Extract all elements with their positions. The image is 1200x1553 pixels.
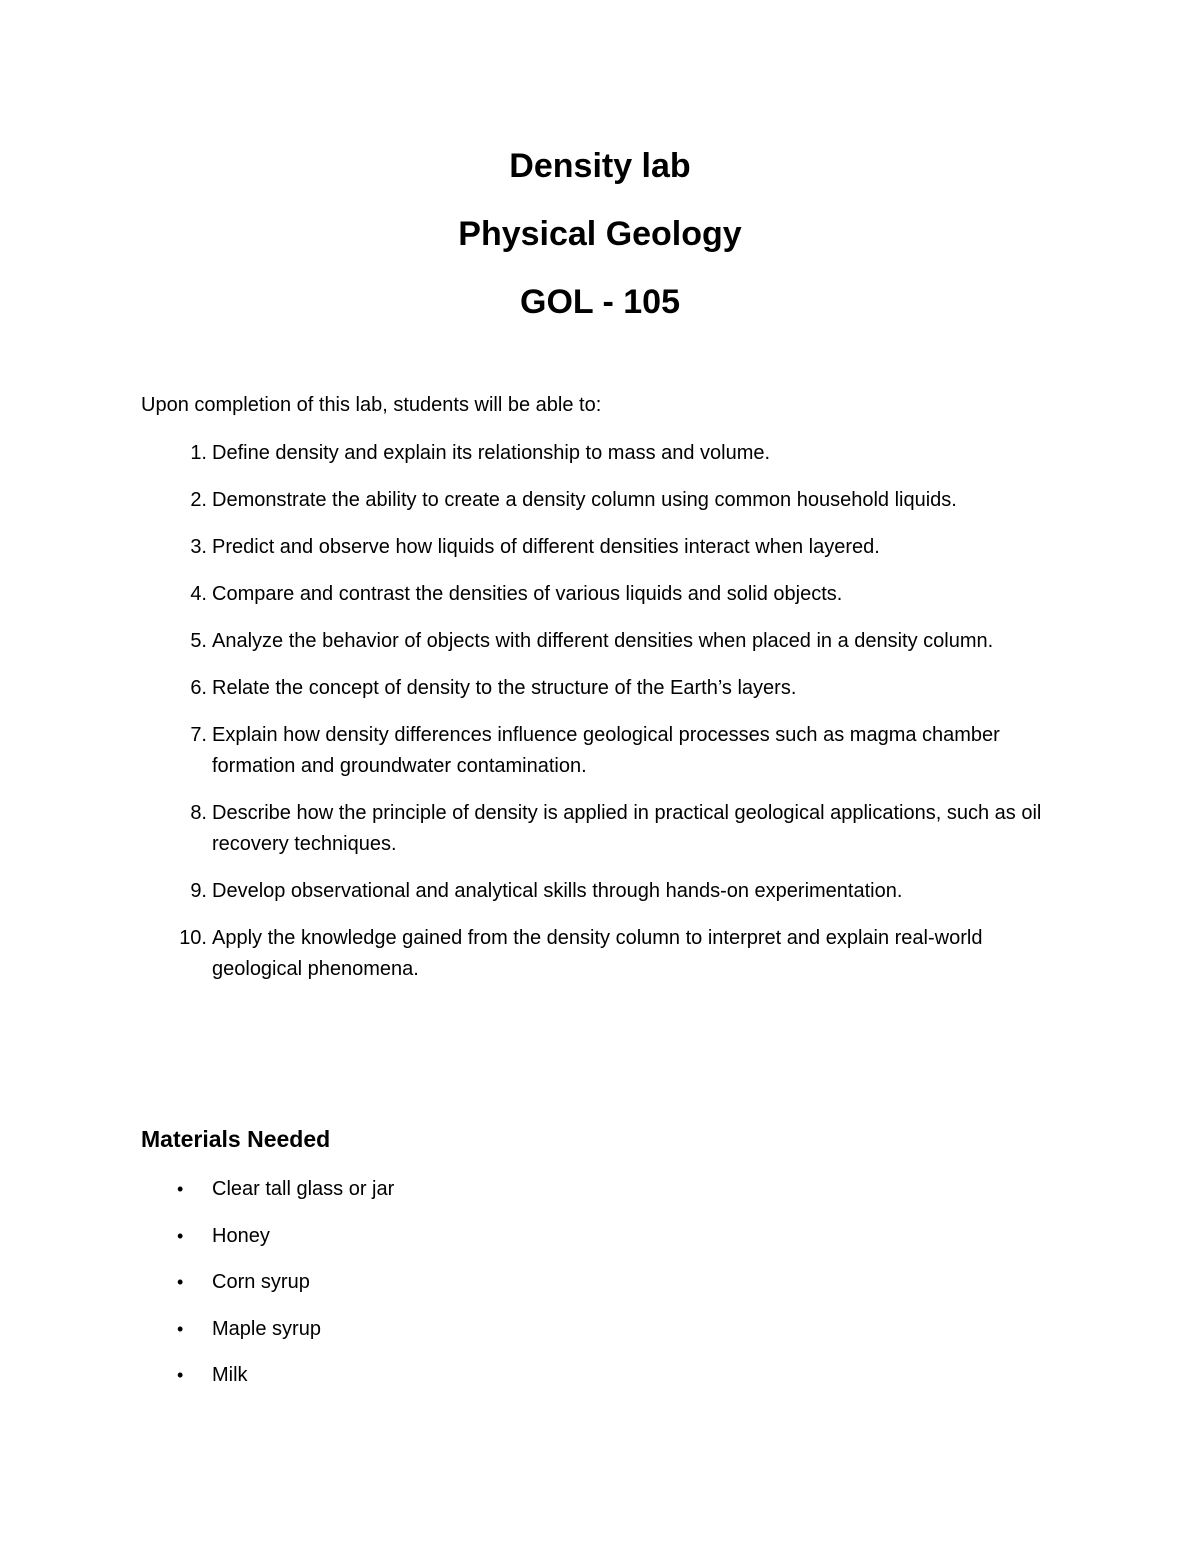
objectives-intro: Upon completion of this lab, students will be able to: bbox=[141, 394, 602, 416]
objective-item bbox=[141, 438, 1071, 469]
objective-number: 1. bbox=[190, 442, 207, 464]
objective-number: 9. bbox=[190, 880, 207, 902]
objective-text: Develop observational and analytical skills through hands-on experimentation. bbox=[212, 880, 903, 902]
objective-item bbox=[141, 720, 1071, 782]
bullet-icon: • bbox=[177, 1225, 184, 1246]
bullet-icon: • bbox=[177, 1365, 184, 1385]
material-item bbox=[141, 1174, 394, 1205]
objective-text: Describe how the principle of density is applied in practical geological applications, such as oil recovery techniques. bbox=[212, 802, 1042, 855]
bullet-icon: • bbox=[177, 1272, 184, 1292]
objective-item bbox=[141, 923, 1071, 985]
objective-number: 6. bbox=[190, 677, 207, 699]
objective-number: 5. bbox=[190, 630, 207, 652]
objective-number: 10. bbox=[179, 927, 207, 949]
objective-text: Compare and contrast the densities of various liquids and solid objects. bbox=[212, 583, 843, 605]
objective-text: Explain how density differences influence geological processes such as magma chamber formation and groundwater contamination. bbox=[212, 724, 1000, 777]
course-name: Physical Geology bbox=[458, 215, 742, 253]
objectives-list bbox=[141, 438, 1071, 1001]
objective-number: 8. bbox=[190, 802, 207, 824]
material-item bbox=[141, 1314, 394, 1345]
objective-item bbox=[141, 532, 1071, 563]
objective-item bbox=[141, 626, 1071, 657]
materials-list bbox=[141, 1174, 394, 1407]
material-text: Milk bbox=[212, 1364, 248, 1386]
objective-text: Analyze the behavior of objects with different densities when placed in a density column. bbox=[212, 630, 994, 652]
materials-heading: Materials Needed bbox=[141, 1126, 331, 1152]
objective-number: 2. bbox=[190, 489, 207, 511]
material-text: Clear tall glass or jar bbox=[212, 1178, 395, 1200]
course-code: GOL - 105 bbox=[520, 283, 680, 321]
objective-text: Predict and observe how liquids of different densities interact when layered. bbox=[212, 536, 880, 558]
objective-text: Demonstrate the ability to create a density column using common household liquids. bbox=[212, 489, 957, 511]
objective-text: Apply the knowledge gained from the density column to interpret and explain real-world geological phenomena. bbox=[212, 927, 983, 980]
objective-number: 4. bbox=[190, 583, 207, 605]
material-text: Honey bbox=[212, 1224, 270, 1247]
material-item bbox=[141, 1360, 394, 1391]
objective-item bbox=[141, 673, 1071, 704]
objective-number: 7. bbox=[190, 724, 207, 746]
objective-item bbox=[141, 579, 1071, 610]
objective-item bbox=[141, 876, 1071, 907]
objective-number: 3. bbox=[190, 536, 207, 558]
objective-item bbox=[141, 485, 1071, 516]
objective-text: Define density and explain its relationship to mass and volume. bbox=[212, 442, 771, 464]
material-item bbox=[141, 1267, 394, 1298]
objective-text: Relate the concept of density to the structure of the Earth’s layers. bbox=[212, 677, 797, 699]
material-text: Maple syrup bbox=[212, 1317, 321, 1340]
document-title: Density lab bbox=[509, 147, 691, 185]
objective-item bbox=[141, 798, 1071, 860]
material-text: Corn syrup bbox=[212, 1271, 310, 1293]
bullet-icon: • bbox=[177, 1179, 184, 1199]
bullet-icon: • bbox=[177, 1318, 184, 1339]
material-item bbox=[141, 1221, 394, 1252]
